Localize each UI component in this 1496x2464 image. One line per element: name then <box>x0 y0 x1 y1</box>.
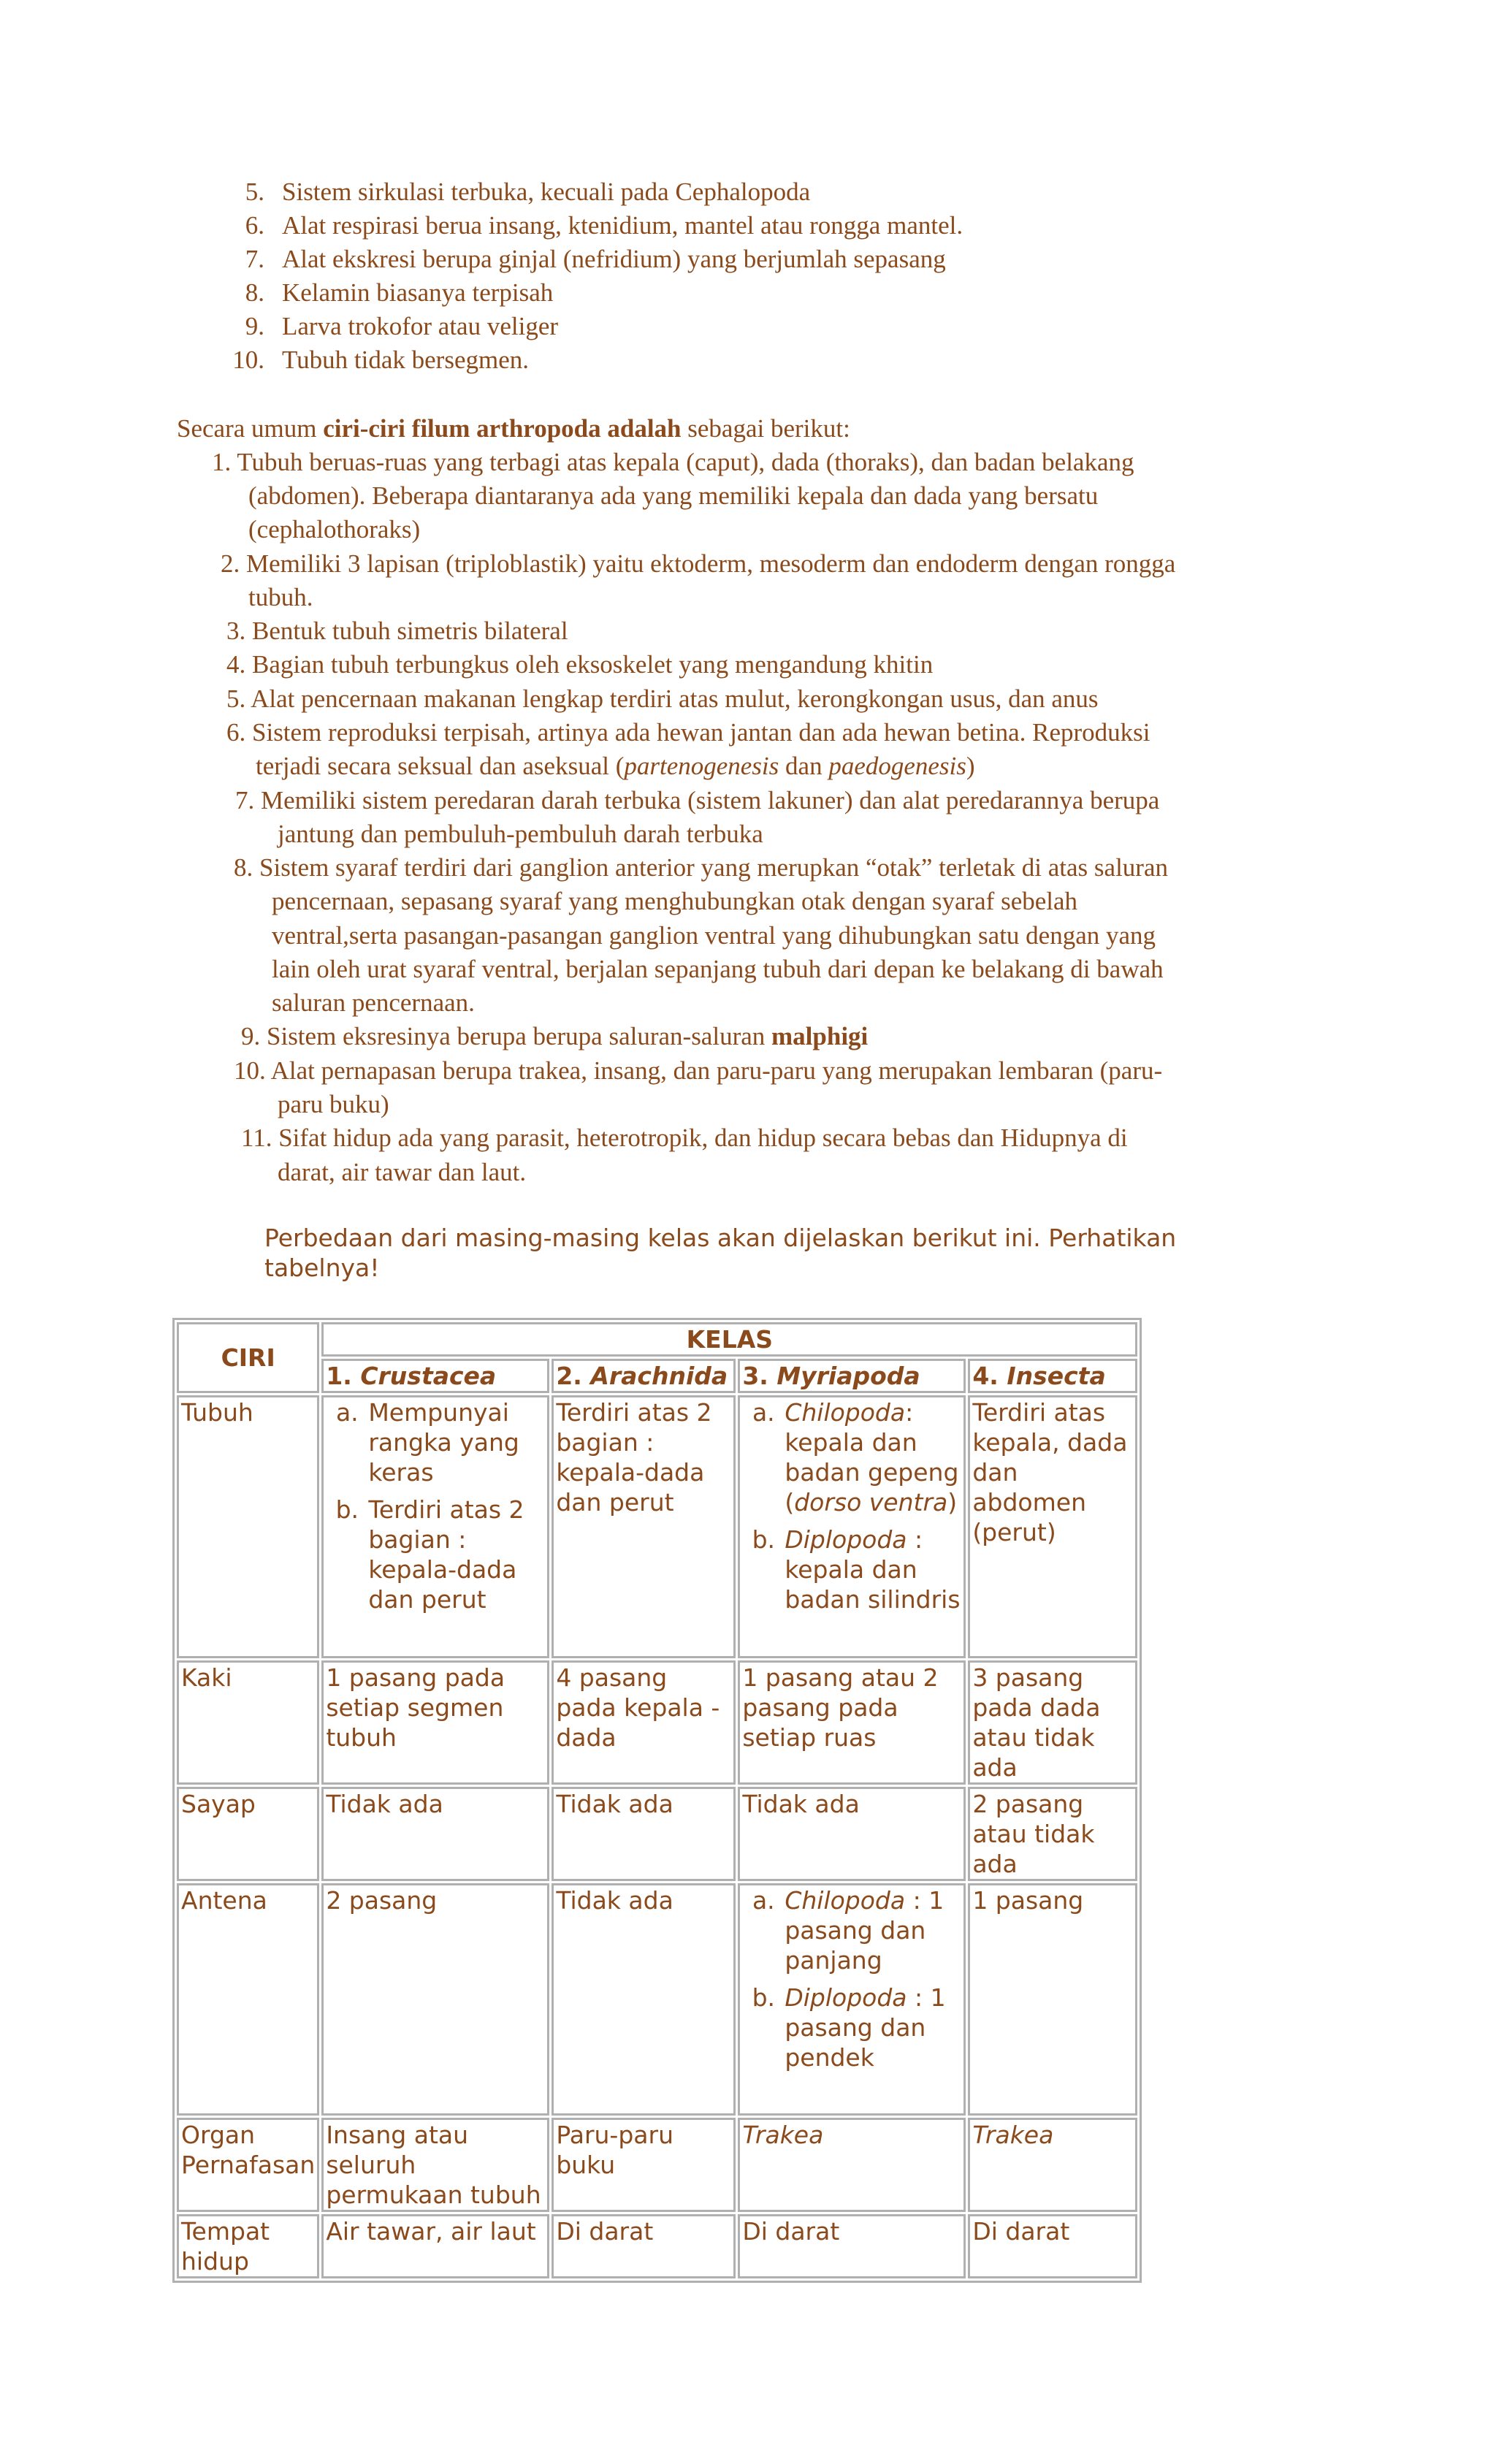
mollusca-list <box>172 175 963 377</box>
table-cell: Tidak ada <box>738 1787 966 1881</box>
list-item: 5. Alat pencernaan makanan lengkap terdiri atas mulut, kerongkongan usus, dan anus <box>226 684 1099 713</box>
table-cell: Di darat <box>552 2214 736 2278</box>
list-item: 2. Memiliki 3 lapisan (triploblastik) yaitu ektoderm, mesoderm dan endoderm dengan rongga <box>221 549 1176 578</box>
ciri-header: CIRI <box>177 1322 319 1393</box>
table-row <box>177 1883 1137 2116</box>
table-cell: Terdiri atas kepala, dada dan abdomen (perut) <box>968 1395 1137 1658</box>
table-cell: 4 pasang pada kepala - dada <box>552 1660 736 1785</box>
col-insecta: 4. Insecta <box>968 1359 1137 1393</box>
list-item: 7. Alat ekskresi berupa ginjal (nefridium) yang berjumlah sepasang <box>245 245 946 273</box>
row-label: Antena <box>177 1883 319 2116</box>
row-label: Tempat hidup <box>177 2214 319 2278</box>
table-row <box>177 2118 1137 2212</box>
table-row <box>177 1660 1137 1785</box>
table-cell: Insang atau seluruh permukaan tubuh <box>321 2118 549 2212</box>
table-cell: Trakea <box>968 2118 1137 2212</box>
table-cell: Air tawar, air laut <box>321 2214 549 2278</box>
list-item: 6. Sistem reproduksi terpisah, artinya ada hewan jantan dan ada hewan betina. Reproduksi <box>226 718 1150 747</box>
table-cell: 2 pasang <box>321 1883 549 2116</box>
table-cell: Tidak ada <box>321 1787 549 1881</box>
list-item: 8. Sistem syaraf terdiri dari ganglion anterior yang merupkan “otak” terletak di atas saluran <box>234 853 1168 882</box>
list-item: 8. Kelamin biasanya terpisah <box>245 278 554 307</box>
table-cell: a. Chilopoda: kepala dan badan gepeng (dorso ventra) b. Diplopoda : kepala dan badan silindris <box>738 1395 966 1658</box>
table-cell: Di darat <box>968 2214 1137 2278</box>
list-item: 9. Sistem eksresinya berupa berupa saluran-saluran malphigi <box>241 1022 869 1050</box>
table-cell: a. Mempunyai rangka yang keras b. Terdiri atas 2 bagian : kepala-dada dan perut <box>321 1395 549 1658</box>
list-item: 1. Tubuh beruas-ruas yang terbagi atas kepala (caput), dada (thoraks), dan badan belakang <box>212 448 1134 476</box>
table-cell: 2 pasang atau tidak ada <box>968 1787 1137 1881</box>
list-item: 5. Sistem sirkulasi terbuka, kecuali pada Cephalopoda <box>245 178 811 206</box>
row-label: Kaki <box>177 1660 319 1785</box>
table-note: Perbedaan dari masing-masing kelas akan dijelaskan berikut ini. Perhatikan tabelnya! <box>264 1224 1177 1282</box>
col-myriapoda: 3. Myriapoda <box>738 1359 966 1393</box>
table-cell: 1 pasang atau 2 pasang pada setiap ruas <box>738 1660 966 1785</box>
row-label: Sayap <box>177 1787 319 1881</box>
table-cell: a. Chilopoda : 1 pasang dan panjang b. Diplopoda : 1 pasang dan pendek <box>738 1883 966 2116</box>
table-row <box>177 2214 1137 2278</box>
table-row <box>177 1787 1137 1881</box>
list-item: 3. Bentuk tubuh simetris bilateral <box>226 617 568 645</box>
list-item: 10. Tubuh tidak bersegmen. <box>232 346 529 374</box>
arthropoda-intro: Secara umum ciri-ciri filum arthropoda adalah sebagai berikut: <box>177 414 850 443</box>
list-item: 9. Larva trokofor atau veliger <box>245 312 559 340</box>
row-label: Organ Pernafasan <box>177 2118 319 2212</box>
row-label: Tubuh <box>177 1395 319 1658</box>
table-cell: 1 pasang <box>968 1883 1137 2116</box>
table-cell: Tidak ada <box>552 1883 736 2116</box>
col-crustacea: 1. Crustacea <box>321 1359 549 1393</box>
table-cell: Tidak ada <box>552 1787 736 1881</box>
table-cell: 3 pasang pada dada atau tidak ada <box>968 1660 1137 1785</box>
list-item: 7. Memiliki sistem peredaran darah terbuka (sistem lakuner) dan alat peredarannya berupa <box>235 786 1160 815</box>
kelas-header: KELAS <box>321 1322 1137 1357</box>
table-cell: Paru-paru buku <box>552 2118 736 2212</box>
list-item: 11. Sifat hidup ada yang parasit, heterotropik, dan hidup secara bebas dan Hidupnya di <box>241 1124 1128 1152</box>
list-item: 10. Alat pernapasan berupa trakea, insang, dan paru-paru yang merupakan lembaran (paru- <box>234 1056 1163 1085</box>
table-header-row <box>177 1322 1137 1357</box>
table-subheader-row <box>177 1359 1137 1393</box>
list-item: 6. Alat respirasi berua insang, ktenidium, mantel atau rongga mantel. <box>245 211 963 240</box>
table-cell: Trakea <box>738 2118 966 2212</box>
arthropoda-class-table <box>172 1318 1142 2283</box>
col-arachnida: 2. Arachnida <box>552 1359 736 1393</box>
table-cell: 1 pasang pada setiap segmen tubuh <box>321 1660 549 1785</box>
table-cell: Di darat <box>738 2214 966 2278</box>
table-cell: Terdiri atas 2 bagian : kepala-dada dan perut <box>552 1395 736 1658</box>
table-row <box>177 1395 1137 1658</box>
list-item: 4. Bagian tubuh terbungkus oleh eksoskelet yang mengandung khitin <box>226 650 934 679</box>
